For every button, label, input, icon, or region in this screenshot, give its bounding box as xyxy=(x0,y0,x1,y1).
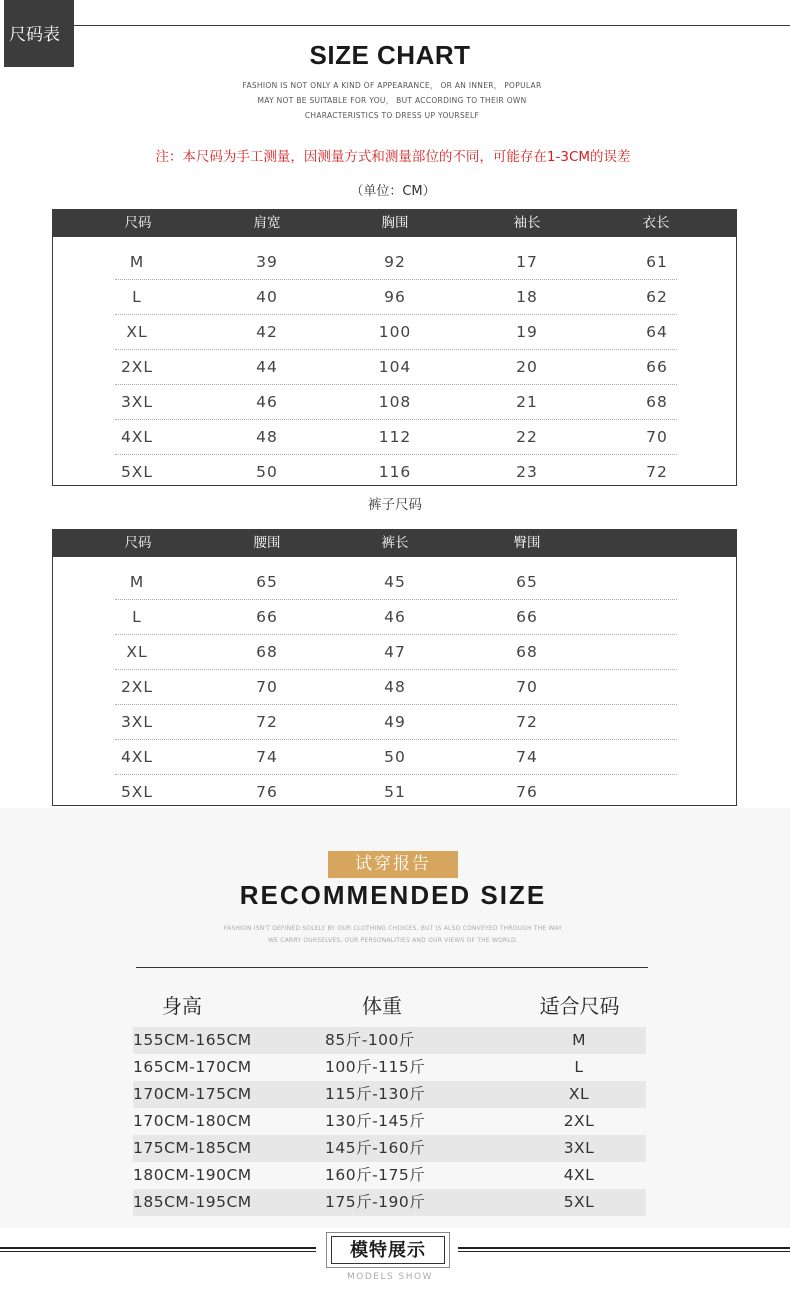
table-header xyxy=(53,209,736,237)
table-row xyxy=(115,565,677,600)
header-divider xyxy=(74,25,790,26)
header-cell: 臀围 xyxy=(513,535,541,551)
table-row xyxy=(133,1135,646,1162)
table-cell: 47 xyxy=(384,643,406,661)
table-cell: 66 xyxy=(646,358,668,376)
table-row xyxy=(115,635,677,670)
table-cell: 45 xyxy=(384,573,406,591)
table-row xyxy=(115,315,677,350)
table-cell: 100 xyxy=(378,323,412,341)
pants-size-caption: 裤子尺码 xyxy=(368,497,422,513)
table-cell: 65 xyxy=(516,573,538,591)
table-cell: 42 xyxy=(256,323,278,341)
table-cell: 4XL xyxy=(120,428,154,446)
table-cell: 3XL xyxy=(120,393,154,411)
size-chart-title: SIZE CHART xyxy=(309,40,471,70)
table-cell: 175CM-185CM xyxy=(133,1139,252,1157)
measurement-note: 注：本尺码为手工测量，因测量方式和测量部位的不同，可能存在1-3CM的误差 xyxy=(155,149,631,165)
table-cell: 64 xyxy=(646,323,668,341)
table-cell: 65 xyxy=(256,573,278,591)
table-row xyxy=(115,455,677,490)
models-show-banner xyxy=(0,1232,790,1292)
table-row xyxy=(133,1027,646,1054)
table-cell: 4XL xyxy=(563,1166,595,1184)
table-cell: M xyxy=(572,1031,586,1049)
recommended-size-table xyxy=(133,1027,646,1216)
table-cell: 20 xyxy=(516,358,538,376)
header-cell: 腰围 xyxy=(253,535,281,551)
table-cell: 50 xyxy=(384,748,406,766)
table-row xyxy=(115,775,677,810)
table-cell: 19 xyxy=(516,323,538,341)
table-cell: 116 xyxy=(378,463,412,481)
table-cell: 160斤-175斤 xyxy=(325,1166,426,1184)
table-cell: 2XL xyxy=(120,358,154,376)
table-body xyxy=(53,237,736,490)
header-cell: 胸围 xyxy=(381,215,409,231)
table-cell: L xyxy=(132,288,142,306)
table-cell: 2XL xyxy=(120,678,154,696)
table-body xyxy=(53,557,736,810)
models-show-subtitle: MODELS SHOW xyxy=(346,1272,434,1282)
desc-line: MAY NOT BE SUITABLE FOR YOU， BUT ACCORDING TO THEIR OWN xyxy=(257,96,527,105)
table-cell: 68 xyxy=(646,393,668,411)
table-cell: 185CM-195CM xyxy=(133,1193,252,1211)
table-cell: M xyxy=(129,253,145,271)
table-row xyxy=(115,420,677,455)
height-header: 身高 xyxy=(162,994,202,1018)
table-row xyxy=(133,1189,646,1216)
table-cell: 180CM-190CM xyxy=(133,1166,252,1184)
table-cell: 62 xyxy=(646,288,668,306)
unit-label: （单位：CM） xyxy=(350,184,436,199)
table-cell: 96 xyxy=(384,288,406,306)
table-cell: 74 xyxy=(516,748,538,766)
table-cell: 18 xyxy=(516,288,538,306)
table-cell: 70 xyxy=(646,428,668,446)
table-cell: 3XL xyxy=(563,1139,595,1157)
table-cell: 23 xyxy=(516,463,538,481)
table-cell: 39 xyxy=(256,253,278,271)
table-row xyxy=(133,1108,646,1135)
header-cell: 衣长 xyxy=(642,215,670,231)
table-cell: 5XL xyxy=(563,1193,595,1211)
table-cell: 40 xyxy=(256,288,278,306)
table-cell: 155CM-165CM xyxy=(133,1031,252,1049)
table-row xyxy=(115,350,677,385)
table-row xyxy=(115,280,677,315)
table-cell: 50 xyxy=(256,463,278,481)
table-cell: 46 xyxy=(256,393,278,411)
table-row xyxy=(115,670,677,705)
table-cell: 70 xyxy=(256,678,278,696)
recommended-divider xyxy=(136,967,648,968)
header-cell: 裤长 xyxy=(381,535,409,551)
table-cell: 66 xyxy=(516,608,538,626)
models-show-label: 模特展示 xyxy=(331,1236,445,1264)
table-cell: 104 xyxy=(378,358,412,376)
table-header xyxy=(53,529,736,557)
header-cell: 尺码 xyxy=(124,215,152,231)
table-cell: 170CM-175CM xyxy=(133,1085,252,1103)
table-cell: XL xyxy=(568,1085,590,1103)
models-show-box xyxy=(326,1232,450,1268)
table-row xyxy=(133,1054,646,1081)
desc-line: WE CARRY OURSELVES, OUR PERSONALITIES AND OUR VIEWS OF THE WORLD. xyxy=(268,937,518,944)
table-cell: 48 xyxy=(256,428,278,446)
table-cell: 76 xyxy=(256,783,278,801)
table-cell: 108 xyxy=(378,393,412,411)
table-cell: 130斤-145斤 xyxy=(325,1112,426,1130)
table-cell: 112 xyxy=(378,428,412,446)
table-cell: 145斤-160斤 xyxy=(325,1139,426,1157)
table-cell: 61 xyxy=(646,253,668,271)
desc-line: CHARACTERISTICS TO DRESS UP YOURSELF xyxy=(304,111,480,120)
desc-line: FASHION ISN'T DEFINED SOLELY BY OUR CLOTHING CHOICES, BUT IS ALSO CONVEYED THROUGH THE WAY xyxy=(223,925,563,932)
table-cell: 48 xyxy=(384,678,406,696)
table-cell: 51 xyxy=(384,783,406,801)
table-row xyxy=(115,385,677,420)
desc-line: FASHION IS NOT ONLY A KIND OF APPEARANCE， OR AN INNER， POPULAR xyxy=(242,81,542,90)
table-cell: 115斤-130斤 xyxy=(325,1085,426,1103)
table-row xyxy=(115,245,677,280)
table-cell: 66 xyxy=(256,608,278,626)
table-row xyxy=(115,705,677,740)
table-cell: 72 xyxy=(256,713,278,731)
weight-header: 体重 xyxy=(362,994,402,1018)
table-cell: 21 xyxy=(516,393,538,411)
table-cell: 68 xyxy=(516,643,538,661)
table-cell: 74 xyxy=(256,748,278,766)
right-double-line xyxy=(458,1247,790,1252)
table-cell: 44 xyxy=(256,358,278,376)
table-cell: 68 xyxy=(256,643,278,661)
tops-size-table xyxy=(52,209,737,486)
table-cell: 175斤-190斤 xyxy=(325,1193,426,1211)
table-cell: 165CM-170CM xyxy=(133,1058,252,1076)
recommended-size-title: RECOMMENDED SIZE xyxy=(239,880,547,910)
table-cell: 76 xyxy=(516,783,538,801)
size-chart-tag: 尺码表 xyxy=(4,0,74,67)
table-cell: 70 xyxy=(516,678,538,696)
table-cell: 5XL xyxy=(120,783,154,801)
table-row xyxy=(133,1162,646,1189)
table-cell: 3XL xyxy=(120,713,154,731)
table-cell: 170CM-180CM xyxy=(133,1112,252,1130)
fit-size-header: 适合尺码 xyxy=(539,994,620,1018)
header-cell: 袖长 xyxy=(513,215,541,231)
size-chart-description xyxy=(0,78,784,123)
table-row xyxy=(115,740,677,775)
table-row xyxy=(115,600,677,635)
table-cell: 72 xyxy=(646,463,668,481)
header-cell: 尺码 xyxy=(124,535,152,551)
table-cell: 92 xyxy=(384,253,406,271)
header-cell: 肩宽 xyxy=(253,215,281,231)
table-cell: M xyxy=(129,573,145,591)
table-cell: 22 xyxy=(516,428,538,446)
table-cell: XL xyxy=(126,323,148,341)
table-cell: 85斤-100斤 xyxy=(325,1031,415,1049)
table-cell: 4XL xyxy=(120,748,154,766)
table-cell: 5XL xyxy=(120,463,154,481)
table-cell: L xyxy=(574,1058,584,1076)
recommended-description xyxy=(0,923,786,947)
table-cell: 100斤-115斤 xyxy=(325,1058,426,1076)
table-cell: 2XL xyxy=(563,1112,595,1130)
pants-size-table xyxy=(52,529,737,806)
table-cell: XL xyxy=(126,643,148,661)
table-cell: 17 xyxy=(516,253,538,271)
table-cell: 46 xyxy=(384,608,406,626)
left-double-line xyxy=(0,1247,316,1252)
table-cell: L xyxy=(132,608,142,626)
table-cell: 72 xyxy=(516,713,538,731)
table-row xyxy=(133,1081,646,1108)
fitting-report-badge: 试穿报告 xyxy=(328,851,458,878)
table-cell: 49 xyxy=(384,713,406,731)
